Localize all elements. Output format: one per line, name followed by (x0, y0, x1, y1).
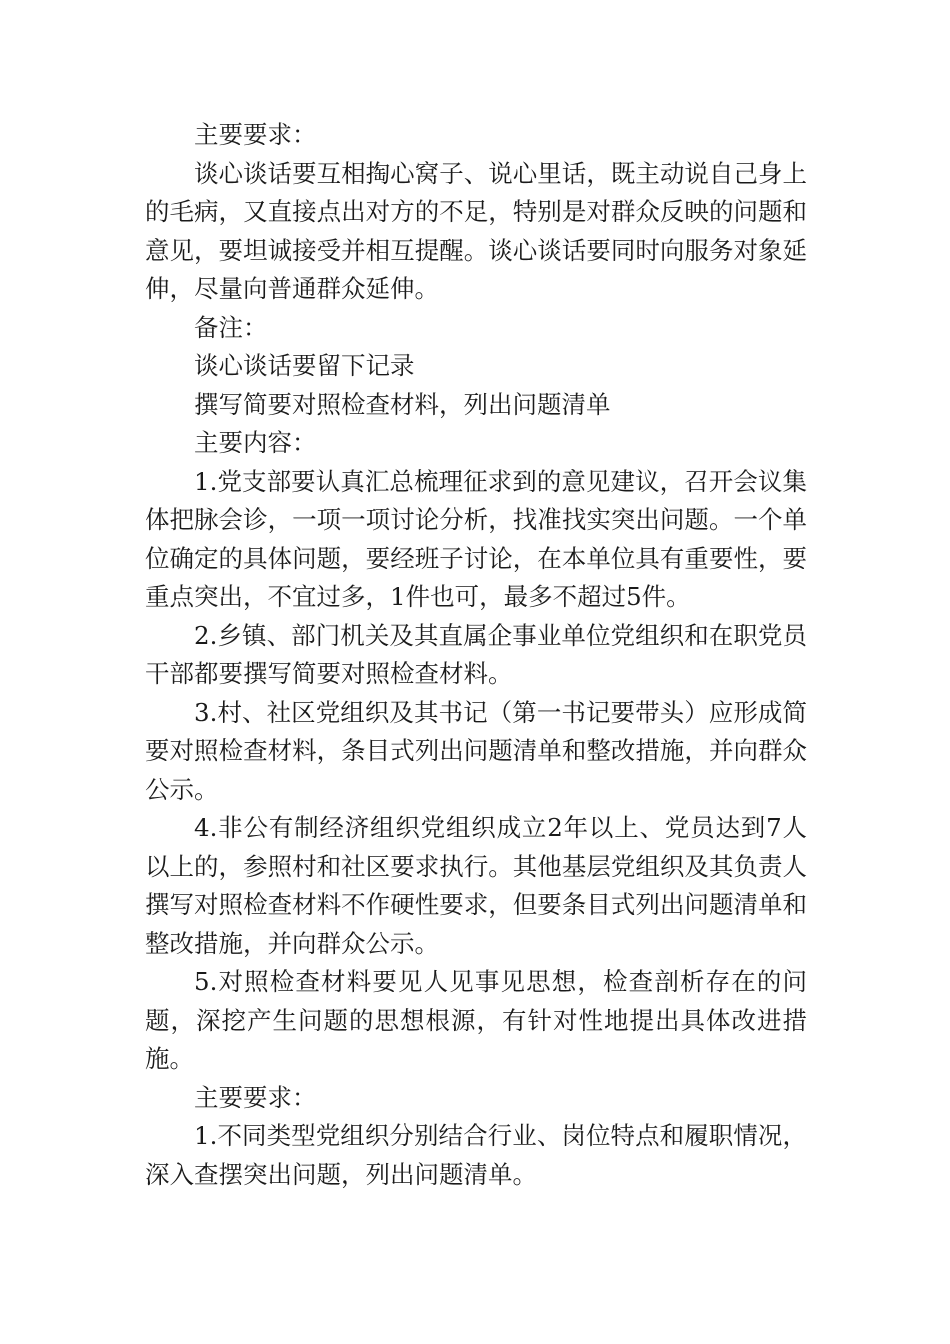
content-item-4: 4.非公有制经济组织党组织成立2年以上、党员达到7人以上的，参照村和社区要求执行。其他基层党组织及其负责人撰写对照检查材料不作硬性要求，但要条目式列出问题清单和整改措施，并向群众公示。 (145, 813, 807, 958)
heading-remarks: 备注： (194, 312, 268, 342)
document-body (145, 116, 807, 1194)
remark-keep-records: 谈心谈话要留下记录 (194, 351, 415, 380)
content-item-2: 2.乡镇、部门机关及其直属企事业单位党组织和在职党员干部都要撰写简要对照检查材料。 (145, 620, 807, 688)
content-item-5: 5.对照检查材料要见人见事见思想，检查剖析存在的问题，深挖产生问题的思想根源，有针对性地提出具体改进措施。 (145, 967, 807, 1073)
requirement-item-1: 1.不同类型党组织分别结合行业、岗位特点和履职情况，深入查摆突出问题，列出问题清单。 (145, 1121, 807, 1189)
heading-main-requirements: 主要要求： (194, 120, 317, 149)
paragraph-heart-to-heart-talk: 谈心谈话要互相掏心窝子、说心里话，既主动说自己身上的毛病，又直接点出对方的不足，特别是对群众反映的问题和意见，要坦诚接受并相互提醒。谈心谈话要同时向服务对象延伸，尽量向普通群众延伸。 (145, 158, 807, 303)
remark-write-materials: 撰写简要对照检查材料，列出问题清单 (194, 389, 611, 419)
content-item-3: 3.村、社区党组织及其书记（第一书记要带头）应形成简要对照检查材料，条目式列出问题清单和整改措施，并向群众公示。 (145, 697, 807, 804)
heading-main-content: 主要内容： (194, 428, 317, 457)
heading-main-requirements-2: 主要要求： (194, 1082, 317, 1112)
content-item-1: 1.党支部要认真汇总梳理征求到的意见建议，召开会议集体把脉会诊，一项一项讨论分析，找准找实突出问题。一个单位确定的具体问题，要经班子讨论，在本单位具有重要性，要重点突出，不宜过多，1件也可，最多不超过5件。 (145, 466, 807, 611)
